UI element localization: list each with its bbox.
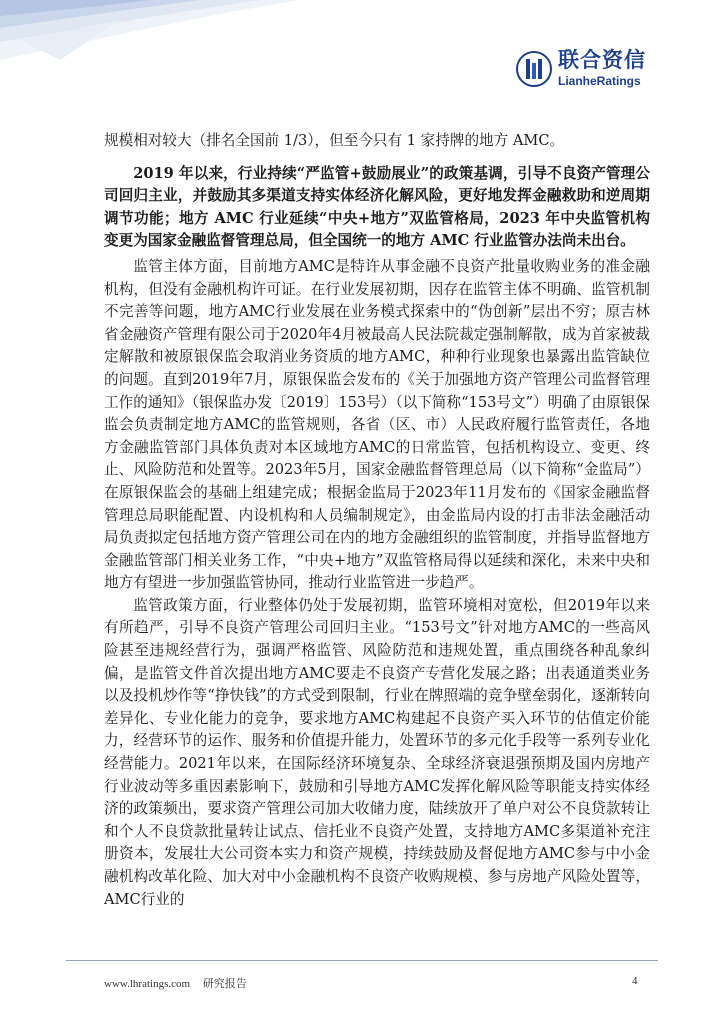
company-logo [516, 50, 646, 87]
header-decoration [0, 0, 300, 120]
logo-english-name: LianheRatings [558, 74, 641, 88]
lianhe-logo-icon [516, 51, 552, 87]
footer-doc-type: 研究报告 [202, 978, 247, 990]
page-number: 4 [632, 975, 638, 987]
paragraph-summary-bold: 2019 年以来，行业持续“严监管+鼓励展业”的政策基调，引导不良资产管理公司回归主业，并鼓励其多渠道支持实体经济化解风险，更好地发挥金融救助和逆周期调节功能；地方 AMC 行业延续“中央+地方”双监管格局，2023 年中央监管机构变更为国家金融监督管理总局，但全国统一的地方 AMC 行业监管办法尚未出台。 [104, 164, 650, 250]
footer-website-link[interactable]: www.lhratings.com [104, 978, 191, 990]
paragraph-regulatory-policy: 监管政策方面，行业整体仍处于发展初期，监管环境相对宽松，但2019年以来有所趋严，引导不良资产管理公司回归主业。“153号文”针对地方AMC的一些高风险甚至违规经营行为，强调严格监管、风险防范和违规处置，重点围绕各种乱象纠偏，是监管文件首次提出地方AMC要走不良资产专营化发展之路；出表通道类业务以及投机炒作等“挣快钱”的方式受到限制，行业在牌照端的竞争壁垒弱化，逐渐转向差异化、专业化能力的竞争，要求地方AMC构建起不良资产买入环节的估值定价能力，经营环节的运作、服务和价值提升能力，处置环节的多元化手段等一系列专业化经营能力。2021年以来，在国际经济环境复杂、全球经济衰退强预期及国内房地产行业波动等多重因素影响下，鼓励和引导地方AMC发挥化解风险等职能支持实体经济的政策频出，要求资产管理公司加大收储力度，陆续放开了单户对公不良贷款转让和个人不良贷款批量转让试点、信托业不良资产处置，支持地方AMC多渠道补充注册资本，发展壮大公司资本实力和资产规模，持续鼓励及督促地方AMC参与中小金融机构改革化险、加大对中小金融机构不良资产收购规模、参与房地产风险处置等，AMC行业的 [104, 596, 650, 908]
logo-chinese-name: 联合资信 [558, 48, 646, 72]
paragraph-continuation: 规模相对较大（排名全国前 1/3），但至今只有 1 家持牌的地方 AMC。 [104, 132, 565, 149]
footer-divider [66, 960, 658, 961]
footer-info [104, 975, 247, 991]
paragraph-regulatory-subject: 监管主体方面，目前地方AMC是特许从事金融不良资产批量收购业务的准金融机构，但没有金融机构许可证。在行业发展初期，因存在监管主体不明确、监管机制不完善等问题，地方AMC行业发展在业务模式探索中的“伪创新”层出不穷；原吉林省金融资产管理有限公司于2020年4月被最高人民法院裁定强制解散，成为首家被裁定解散和被原银保监会取消业务资质的地方AMC，种种行业现象也暴露出监管缺位的问题。直到2019年7月，原银保监会发布的《关于加强地方资产管理公司监督管理工作的通知》（银保监办发〔2019〕153号）（以下简称“153号文”）明确了由原银保监会负责制定地方AMC的监管规则，各省（区、市）人民政府履行监管责任，各地方金融监管部门具体负责对本区域地方AMC的日常监管，包括机构设立、变更、终止、风险防范和处置等。2023年5月，国家金融监督管理总局（以下简称“金监局”）在原银保监会的基础上组建完成；根据金监局于2023年11月发布的《国家金融监督管理总局职能配置、内设机构和人员编制规定》，由金监局内设的打击非法金融活动局负责拟定包括地方资产管理公司在内的地方金融组织的监管制度，并指导监督地方金融监管部门相关业务工作，“中央+地方”双监管格局得以延续和深化，未来中央和地方有望进一步加强监管协同，推动行业监管进一步趋严。 [104, 257, 650, 592]
report-body [104, 130, 650, 911]
